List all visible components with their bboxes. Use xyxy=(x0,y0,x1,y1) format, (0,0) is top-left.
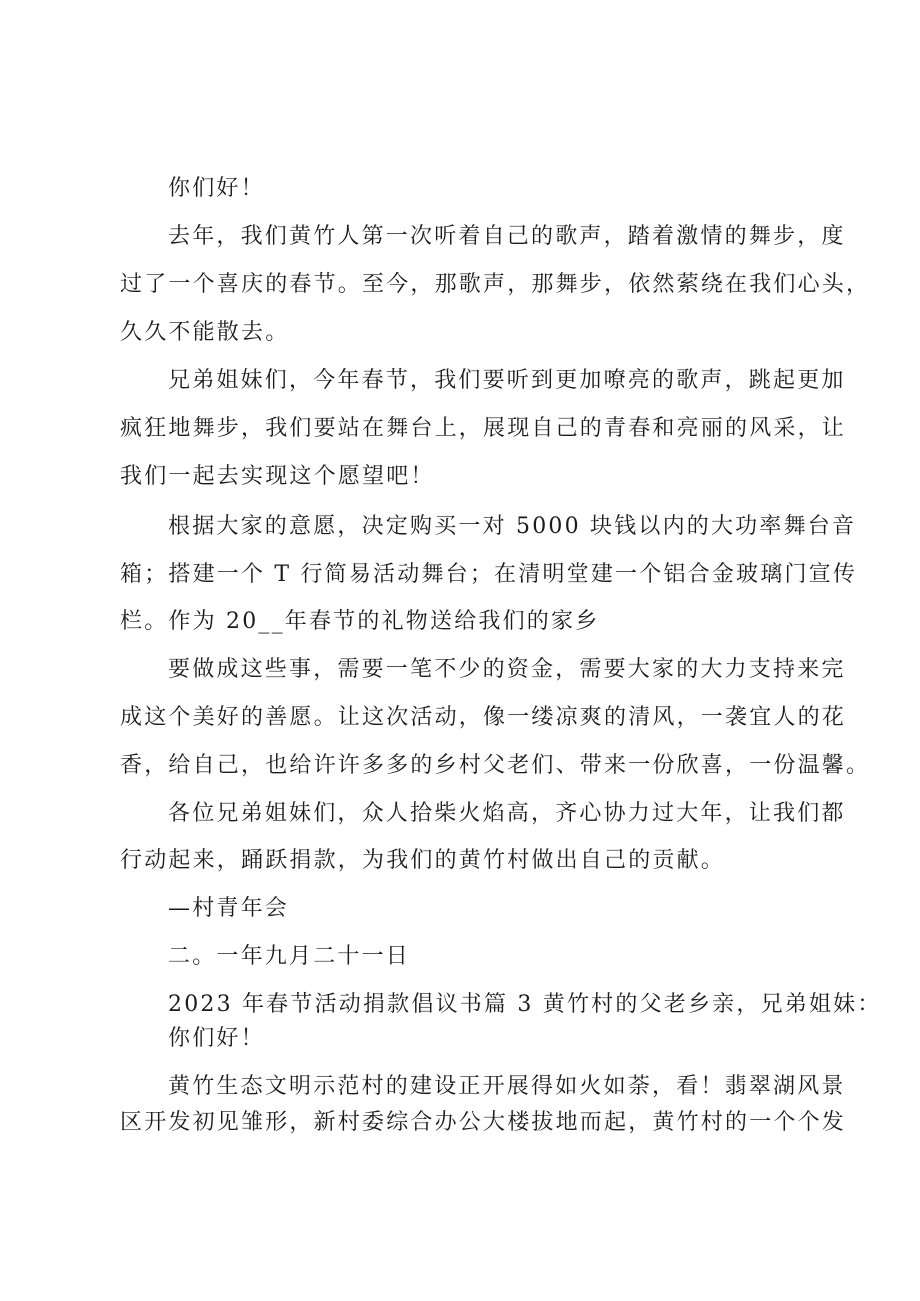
greeting-line: 你们好！ xyxy=(168,176,265,201)
paragraph-line: 区开发初见雏形，新村委综合办公大楼拔地而起，黄竹村的一个个发 xyxy=(120,1110,847,1135)
paragraph-line: 各位兄弟姐妹们，众人拾柴火焰高，齐心协力过大年，让我们都 xyxy=(168,801,846,826)
paragraph-line: 要做成这些事，需要一笔不少的资金，需要大家的大力支持来完 xyxy=(168,657,846,682)
paragraph-line: 成这个美好的善愿。让这次活动，像一缕凉爽的清风，一袭宜人的花 xyxy=(120,705,847,730)
paragraph-line: 疯狂地舞步，我们要站在舞台上，展现自己的青春和亮丽的风采，让 xyxy=(120,416,847,441)
date-line: 二。一年九月二十一日 xyxy=(168,944,411,969)
paragraph-line: 行动起来，踊跃捐款，为我们的黄竹村做出自己的贡献。 xyxy=(120,848,726,873)
section-heading-line: 2023 年春节活动捐款倡议书篇 3 黄竹村的父老乡亲，兄弟姐妹： xyxy=(168,992,882,1017)
paragraph-line: 根据大家的意愿，决定购买一对 5000 块钱以内的大功率舞台音 xyxy=(168,514,857,539)
paragraph-line: 过了一个喜庆的春节。至今，那歌声，那舞步，依然萦绕在我们心头， xyxy=(120,272,871,297)
paragraph-line: 箱；搭建一个 T 行简易活动舞台；在清明堂建一个铝合金玻璃门宣传 xyxy=(120,562,858,587)
paragraph-line: 黄竹生态文明示范村的建设正开展得如火如荼，看！翡翠湖风景 xyxy=(168,1074,846,1099)
paragraph-line: 兄弟姐妹们，今年春节，我们要听到更加嘹亮的歌声，跳起更加 xyxy=(168,368,846,393)
greeting-line: 你们好！ xyxy=(168,1026,265,1051)
paragraph-line: 栏。作为 20__年春节的礼物送给我们的家乡 xyxy=(120,609,600,634)
paragraph-line: 久久不能散去。 xyxy=(120,320,290,345)
paragraph-line: 去年，我们黄竹人第一次听着自己的歌声，踏着激情的舞步，度 xyxy=(168,224,846,249)
paragraph-line: 我们一起去实现这个愿望吧！ xyxy=(120,464,435,489)
paragraph-line: 香，给自己，也给许许多多的乡村父老们、带来一份欣喜，一份温馨。 xyxy=(120,753,871,778)
signature-line: —村青年会 xyxy=(168,896,290,921)
